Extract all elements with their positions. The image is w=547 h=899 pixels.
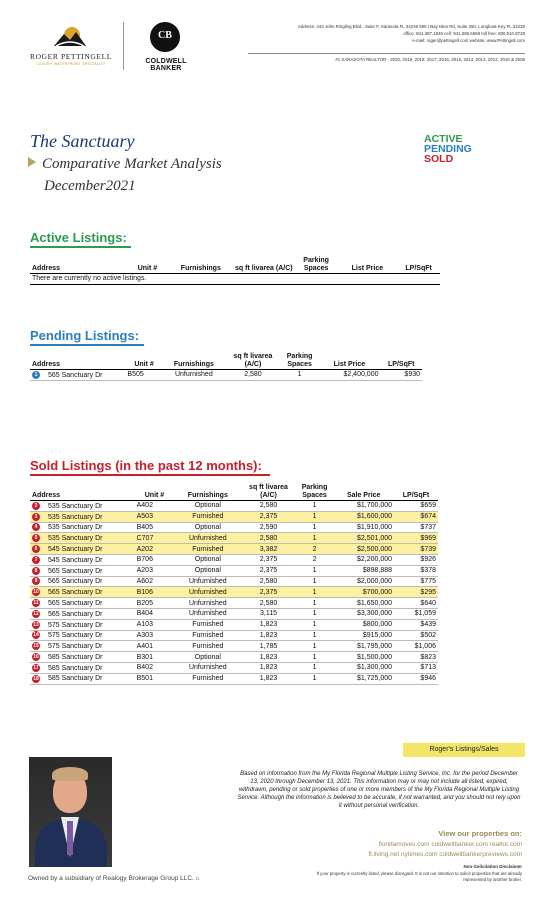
address-text: 585 Sanctuary Dr: [48, 653, 103, 661]
cell-sqft: 1,823: [241, 673, 295, 684]
cell-ppsf: $674: [394, 511, 438, 522]
pending-header-row: [30, 353, 422, 370]
cell-sqft: 3,382: [241, 544, 295, 555]
cell-price: $2,400,000: [318, 370, 380, 381]
active-empty-text: There are currently no active listings.: [32, 275, 147, 283]
cb-seal-icon: [150, 22, 180, 52]
cell-ppsf: $640: [394, 598, 438, 609]
cell-ppsf: $502: [394, 630, 438, 641]
col-sqft: sq ft livarea (A/C): [249, 484, 288, 499]
col-ppsf: LP/SqFt: [388, 360, 415, 368]
cell-price: $2,200,000: [333, 554, 394, 565]
table-row: [30, 370, 422, 381]
rp-logo-subtitle: LUXURY WATERFRONT SPECIALIST: [36, 62, 106, 66]
ownership-text: Owned by a subsidiary of Realogy Brokerage Group LLC.: [28, 875, 194, 882]
col-unit: Unit #: [134, 360, 154, 368]
cell-price: $700,000: [333, 587, 394, 598]
col-sqft: sq ft livarea (A/C): [235, 264, 293, 272]
cell-unit: A503: [135, 511, 175, 522]
cell-furnishings: Furnished: [174, 630, 241, 641]
table-row: [30, 522, 438, 533]
cell-parking: 1: [296, 565, 334, 576]
cell-ppsf: $1,059: [394, 608, 438, 619]
cell-ppsf: $295: [394, 587, 438, 598]
row-number-badge: 9: [32, 577, 40, 585]
active-table: [30, 257, 440, 285]
page-title: The Sanctuary: [30, 131, 135, 151]
cell-sqft: 2,375: [241, 554, 295, 565]
cell-parking: 1: [296, 608, 334, 619]
col-unit: Unit #: [137, 264, 158, 272]
cell-sqft: 1,823: [241, 619, 295, 630]
cell-ppsf: $946: [394, 673, 438, 684]
links-line-2[interactable]: fl.living.net nytimes.com coldwellbankerpreviews.com: [368, 851, 522, 858]
cell-furnishings: Optional: [174, 652, 241, 663]
ownership-note: [28, 875, 200, 882]
cell-address: [30, 673, 135, 684]
cell-price: $2,500,000: [333, 544, 394, 555]
cell-sqft: 2,580: [241, 501, 295, 512]
table-row: [30, 587, 438, 598]
cell-address: [30, 370, 125, 381]
row-number-badge: 15: [33, 643, 39, 650]
col-unit: Unit #: [144, 491, 165, 499]
cell-ppsf: $378: [394, 565, 438, 576]
cell-parking: 1: [296, 652, 334, 663]
cell-furnishings: Furnished: [174, 544, 241, 555]
address-text: 585 Sanctuary Dr: [48, 664, 103, 672]
table-row: [30, 565, 438, 576]
cell-ppsf: $930: [381, 370, 423, 381]
non-solicitation-text: If your property is currently listed, please disregard. It is not our intention to solicit properties that are already represented by another broker.: [316, 871, 522, 882]
cb-seal-text: CB: [158, 30, 172, 41]
logo-divider: [123, 22, 124, 70]
row-number-badge: 5: [32, 534, 40, 542]
cell-sqft: 1,823: [241, 652, 295, 663]
address-text: 575 Sanctuary Dr: [48, 632, 103, 640]
table-row: [30, 501, 438, 512]
cell-price: $1,300,000: [333, 662, 394, 673]
cell-address: [30, 576, 135, 587]
cell-parking: 1: [296, 619, 334, 630]
non-solicitation-title: Non-Solicitation Disclaimer: [463, 864, 522, 869]
cell-sqft: 2,580: [225, 370, 281, 381]
cell-parking: 1: [296, 641, 334, 652]
col-parking: Parking Spaces: [286, 353, 313, 368]
equal-housing-icon: ⌂: [195, 875, 200, 882]
agent-tie: [67, 821, 73, 855]
table-row: [30, 662, 438, 673]
cell-price: $1,700,000: [333, 501, 394, 512]
subtitle-text: Comparative Market Analysis: [42, 156, 222, 172]
legend-active: ACTIVE: [424, 133, 463, 145]
cell-address: [30, 652, 135, 663]
cell-ppsf: $659: [394, 501, 438, 512]
col-furnishings: Furnishings: [173, 360, 214, 368]
cell-address: [30, 587, 135, 598]
row-number-badge: 16: [33, 654, 39, 661]
cell-address: [30, 522, 135, 533]
cell-sqft: 2,375: [241, 511, 295, 522]
sold-header-row: [30, 484, 438, 501]
row-number-badge: 17: [33, 664, 39, 671]
cell-price: $898,888: [333, 565, 394, 576]
address-text: 565 Sanctuary Dr: [48, 599, 103, 607]
cell-address: [30, 565, 135, 576]
address-text: 585 Sanctuary Dr: [48, 675, 103, 683]
contact-address: Address: 443 John Ringling Blvd., Suite F, Sarasota FL 34236 595 I Bay Isles Rd, Suite 250, Longboat Key FL 34228: [297, 24, 525, 29]
active-header-row: [30, 257, 440, 274]
cell-address: [30, 608, 135, 619]
sold-heading: Sold Listings (in the past 12 months):: [30, 458, 262, 473]
cell-sqft: 1,823: [241, 630, 295, 641]
col-parking: Parking Spaces: [301, 484, 328, 499]
report-date: December2021: [44, 178, 136, 194]
cell-unit: A103: [135, 619, 175, 630]
cell-unit: B205: [135, 598, 175, 609]
cell-unit: A203: [135, 565, 175, 576]
cell-sqft: 2,590: [241, 522, 295, 533]
cell-ppsf: $926: [394, 554, 438, 565]
cell-furnishings: Optional: [174, 522, 241, 533]
cell-ppsf: $439: [394, 619, 438, 630]
col-list-price: List Price: [333, 360, 366, 368]
row-number-badge: 4: [32, 523, 40, 531]
row-number-badge: 13: [33, 621, 39, 628]
cell-price: $3,300,000: [333, 608, 394, 619]
col-parking: Parking Spaces: [303, 257, 329, 272]
cell-price: $1,910,000: [333, 522, 394, 533]
cell-unit: B706: [135, 554, 175, 565]
cell-furnishings: Unfurnished: [174, 598, 241, 609]
status-legend: [424, 134, 472, 164]
cell-furnishings: Unfurnished: [174, 533, 241, 544]
cell-parking: 1: [296, 598, 334, 609]
legend-sold: SOLD: [424, 153, 454, 165]
cell-sqft: 2,580: [241, 598, 295, 609]
cell-ppsf: $823: [394, 652, 438, 663]
col-address: Address: [32, 360, 61, 368]
table-row: [30, 511, 438, 522]
cell-sqft: 2,580: [241, 576, 295, 587]
cell-parking: 1: [296, 630, 334, 641]
address-text: 535 Sanctuary Dr: [48, 535, 103, 543]
cell-furnishings: Furnished: [174, 511, 241, 522]
cell-parking: 2: [296, 554, 334, 565]
coldwell-banker-logo: [130, 20, 202, 72]
cell-parking: 1: [296, 522, 334, 533]
row-number-badge: 14: [33, 632, 39, 639]
cell-price: $1,795,000: [333, 641, 394, 652]
sold-table: [30, 484, 438, 685]
address-text: 575 Sanctuary Dr: [48, 643, 103, 651]
cell-unit: C707: [135, 533, 175, 544]
cell-price: $1,650,000: [333, 598, 394, 609]
row-number-badge: 11: [33, 600, 39, 607]
cell-furnishings: Optional: [174, 554, 241, 565]
table-row: [30, 576, 438, 587]
agent-photo: [29, 757, 112, 867]
cell-furnishings: Furnished: [174, 673, 241, 684]
cell-unit: B405: [135, 522, 175, 533]
cell-unit: B501: [135, 673, 175, 684]
cell-price: $1,725,000: [333, 673, 394, 684]
col-sqft: sq ft livarea (A/C): [233, 353, 273, 368]
address-text: 565 Sanctuary Dr: [48, 578, 103, 586]
triangle-bullet-icon: [28, 157, 36, 167]
rp-logo-name: ROGER PETTINGELL: [30, 52, 112, 61]
row-number-badge: 1: [32, 371, 40, 379]
cell-address: [30, 554, 135, 565]
cell-parking: 1: [296, 673, 334, 684]
realtor-award-line: #1 SARASOTA REALTOR - 2020, 2019, 2018, 2017, 2016, 2015, 2014, 2013, 2012, 2010 & 2008: [335, 57, 525, 62]
view-properties-label: View our properties on:: [438, 829, 522, 838]
cb-logo-name: COLDWELL BANKER: [145, 58, 187, 72]
legend-pending: PENDING: [424, 143, 472, 155]
row-number-badge: 8: [32, 567, 40, 575]
cell-sqft: 2,580: [241, 533, 295, 544]
roger-pettingell-logo: [26, 22, 116, 74]
table-row: [30, 630, 438, 641]
row-number-badge: 10: [33, 589, 39, 596]
cell-address: [30, 533, 135, 544]
cell-address: [30, 501, 135, 512]
cell-address: [30, 598, 135, 609]
row-number-badge: 12: [33, 610, 39, 617]
cell-parking: 1: [281, 370, 318, 381]
cell-ppsf: $713: [394, 662, 438, 673]
cell-unit: B402: [135, 662, 175, 673]
active-empty-row: [30, 274, 440, 285]
address-text: 565 Sanctuary Dr: [48, 610, 103, 618]
sold-underline: [30, 474, 270, 476]
cell-unit: A402: [135, 501, 175, 512]
cell-unit: B404: [135, 608, 175, 619]
page-subtitle: [28, 156, 222, 173]
address-text: 545 Sanctuary Dr: [48, 556, 103, 564]
col-sale-price: Sale Price: [346, 491, 381, 499]
address-text: 545 Sanctuary Dr: [48, 545, 103, 553]
address-text: 565 Sanctuary Dr: [48, 589, 103, 597]
cell-ppsf: $739: [394, 544, 438, 555]
cell-furnishings: Optional: [174, 565, 241, 576]
property-links: [318, 840, 522, 860]
cell-furnishings: Unfurnished: [174, 608, 241, 619]
cell-furnishings: Furnished: [174, 641, 241, 652]
address-text: 535 Sanctuary Dr: [48, 524, 103, 532]
col-ppsf: LP/SqFt: [405, 264, 432, 272]
cell-parking: 2: [296, 544, 334, 555]
address-text: 535 Sanctuary Dr: [48, 513, 103, 521]
pending-underline: [30, 344, 144, 346]
cell-address: [30, 641, 135, 652]
active-heading: Active Listings:: [30, 230, 127, 245]
cell-ppsf: $1,006: [394, 641, 438, 652]
row-number-badge: 18: [33, 675, 39, 682]
pending-heading: Pending Listings:: [30, 328, 140, 343]
cell-parking: 1: [296, 576, 334, 587]
table-row: [30, 544, 438, 555]
address-text: 535 Sanctuary Dr: [48, 502, 103, 510]
address-text: 565 Sanctuary Dr: [48, 371, 103, 379]
cell-furnishings: Unfurnished: [174, 587, 241, 598]
row-number-badge: 3: [32, 513, 40, 521]
listings-sales-label: Roger's Listings/Sales: [403, 743, 525, 757]
cell-price: $915,000: [333, 630, 394, 641]
cell-unit: A202: [135, 544, 175, 555]
address-text: 575 Sanctuary Dr: [48, 621, 103, 629]
cell-price: $800,000: [333, 619, 394, 630]
cell-unit: B106: [135, 587, 175, 598]
col-address: Address: [32, 491, 61, 499]
cell-parking: 1: [296, 587, 334, 598]
cell-address: [30, 619, 135, 630]
col-furnishings: Furnishings: [180, 264, 221, 272]
cell-sqft: 1,785: [241, 641, 295, 652]
mls-disclaimer: Based on information from the My Florida Regional Multiple Listing Service, Inc. for the period December 13, 2020 through December 13, 2021. This information may or may not include all listed, expired, withdrawn, pending or sold properties of one or more members of the My Florida Regional Multiple Listing Service. Although the information is believed to be accurate, if not warranted, and you should not rely upon it without personal verification.: [237, 771, 521, 809]
cell-parking: 1: [296, 533, 334, 544]
links-line-1[interactable]: floridamoves.com coldwellbanker.com realtor.com: [378, 841, 522, 848]
cell-parking: 1: [296, 501, 334, 512]
contact-info: [225, 24, 525, 44]
cell-sqft: 2,375: [241, 587, 295, 598]
cell-address: [30, 630, 135, 641]
cell-address: [30, 662, 135, 673]
cell-address: [30, 511, 135, 522]
cell-furnishings: Furnished: [174, 619, 241, 630]
table-row: [30, 554, 438, 565]
cell-unit: A401: [135, 641, 175, 652]
col-list-price: List Price: [351, 264, 384, 272]
table-row: [30, 673, 438, 684]
cell-price: $1,600,000: [333, 511, 394, 522]
cell-furnishings: Unfurnished: [163, 370, 225, 381]
col-ppsf: LP/SqFt: [402, 491, 430, 499]
cell-price: $2,000,000: [333, 576, 394, 587]
cell-unit: B505: [125, 370, 162, 381]
row-number-badge: 6: [32, 545, 40, 553]
row-number-badge: 2: [32, 502, 40, 510]
cell-furnishings: Optional: [174, 501, 241, 512]
cell-parking: 1: [296, 511, 334, 522]
table-row: [30, 608, 438, 619]
cell-sqft: 3,115: [241, 608, 295, 619]
table-row: [30, 641, 438, 652]
cell-ppsf: $737: [394, 522, 438, 533]
cell-price: $1,500,000: [333, 652, 394, 663]
contact-phone: office: 941.387.1840 cell: 941.586.6668 toll free: 800.910.8728: [403, 30, 525, 36]
row-number-badge: 7: [32, 556, 40, 564]
cell-sqft: 2,375: [241, 565, 295, 576]
contact-email[interactable]: e-mail: roger@pettingell.com website: www.Pettingell.com: [412, 37, 525, 43]
cell-furnishings: Unfurnished: [174, 576, 241, 587]
agent-hair: [52, 767, 88, 781]
cell-price: $2,501,000: [333, 533, 394, 544]
header-divider: [248, 53, 525, 54]
col-address: Address: [32, 264, 61, 272]
cell-ppsf: $969: [394, 533, 438, 544]
active-underline: [30, 246, 131, 248]
table-row: [30, 619, 438, 630]
cell-unit: A303: [135, 630, 175, 641]
mountain-logo-icon: [54, 26, 86, 48]
table-row: [30, 533, 438, 544]
cell-sqft: 1,823: [241, 662, 295, 673]
cell-parking: 1: [296, 662, 334, 673]
cell-unit: B301: [135, 652, 175, 663]
address-text: 565 Sanctuary Dr: [48, 567, 103, 575]
table-row: [30, 652, 438, 663]
cell-address: [30, 544, 135, 555]
col-furnishings: Furnishings: [187, 491, 228, 499]
cell-ppsf: $775: [394, 576, 438, 587]
cell-furnishings: Unfurnished: [174, 662, 241, 673]
cell-unit: A602: [135, 576, 175, 587]
table-row: [30, 598, 438, 609]
pending-table: [30, 353, 422, 381]
